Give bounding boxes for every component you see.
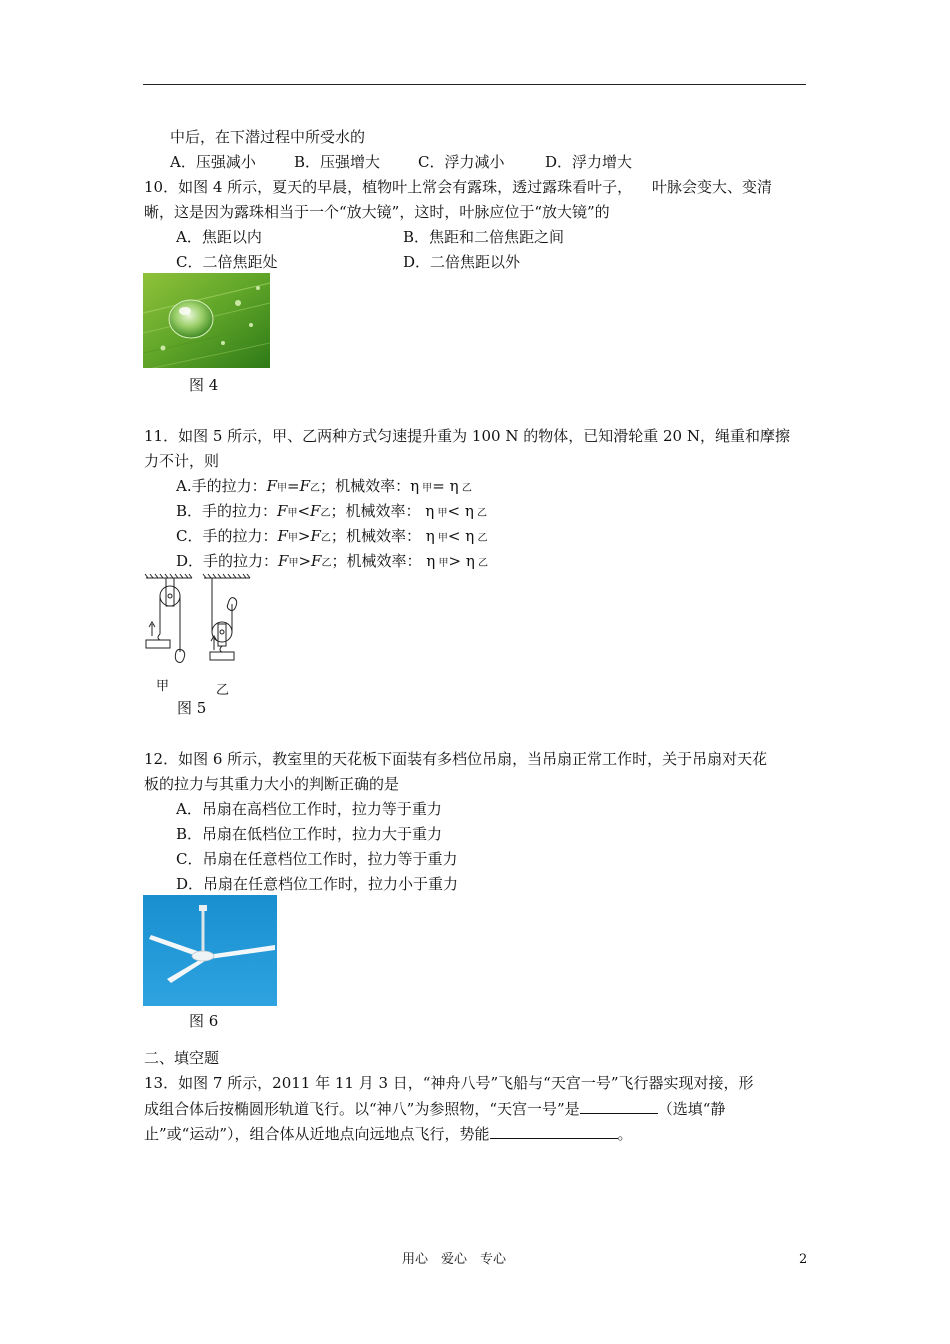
q12-option-a: A．吊扇在高档位工作时，拉力等于重力 [176,800,442,818]
q10-option-c: C．二倍焦距处 [176,253,278,271]
q10-line2: 晰，这是因为露珠相当于一个“放大镜”，这时，叶脉应位于“放大镜”的 [144,203,610,221]
dewdrop-leaf-image [143,273,270,368]
q11-option-d: D．手的拉力：F甲>F乙；机械效率： η 甲> η 乙 [176,552,489,570]
q11-option-b: B．手的拉力：F甲<F乙；机械效率： η 甲< η 乙 [176,502,488,520]
q11-option-c: C．手的拉力：F甲>F乙；机械效率： η 甲< η 乙 [176,527,488,545]
figure-6-caption: 图 6 [189,1012,219,1030]
header-rule [143,84,806,85]
fig5-label-jia: 甲 [156,678,170,693]
q9-option-d: D．浮力增大 [545,153,633,171]
q13-answer-blank-1[interactable] [580,1098,658,1114]
figure-4-caption: 图 4 [189,376,219,394]
q13-line1: 13．如图 7 所示，2011 年 11 月 3 日，“神舟八号”飞船与“天宫一号”飞行器实现对接，形 [144,1074,754,1092]
q9-option-a: A．压强减小 [170,153,256,171]
q10-option-d: D．二倍焦距以外 [403,253,521,271]
pulley-diagram [142,570,257,700]
q12-option-b: B．吊扇在低档位工作时，拉力大于重力 [176,825,443,843]
q12-line2: 板的拉力与其重力大小的判断正确的是 [144,775,400,793]
footer-motto: 用心 爱心 专心 [402,1252,507,1267]
q10-line1: 10．如图 4 所示，夏天的早晨，植物叶上常会有露珠，透过露珠看叶子， [144,178,633,196]
q11-option-a: A.手的拉力：F甲=F乙；机械效率：η 甲= η 乙 [176,477,472,495]
q11-line1: 11．如图 5 所示，甲、乙两种方式匀速提升重为 100 N 的物体，已知滑轮重 20 N，绳重和摩擦 [144,427,790,445]
q13-answer-blank-2[interactable] [490,1123,618,1139]
q12-option-d: D．吊扇在任意档位工作时，拉力小于重力 [176,875,459,893]
ceiling-fan-image [143,895,277,1006]
q10-option-a: A．焦距以内 [176,228,262,246]
q9-stem: 中后，在下潜过程中所受水的 [170,128,366,146]
q13-line3: 止”或“运动”），组合体从近地点向远地点飞行，势能 。 [144,1125,633,1143]
fig5-label-yi: 乙 [216,682,230,697]
q10-line1-end: 叶脉会变大、变清 [652,178,773,196]
q10-option-b: B．焦距和二倍焦距之间 [403,228,565,246]
q13-line2: 成组合体后按椭圆形轨道飞行。以“神八”为参照物，“天宫一号”是 （选填“静 [144,1100,726,1118]
q12-option-c: C．吊扇在任意档位工作时，拉力等于重力 [176,850,458,868]
page-number: 2 [799,1252,808,1267]
figure-5-caption: 图 5 [177,699,207,717]
q9-option-c: C．浮力减小 [418,153,505,171]
q9-option-b: B．压强增大 [294,153,381,171]
section-title-fill-in: 二、填空题 [144,1049,220,1067]
q12-line1: 12．如图 6 所示，教室里的天花板下面装有多档位吊扇，当吊扇正常工作时，关于吊扇对天花 [144,750,768,768]
q11-line2: 力不计，则 [144,452,220,470]
